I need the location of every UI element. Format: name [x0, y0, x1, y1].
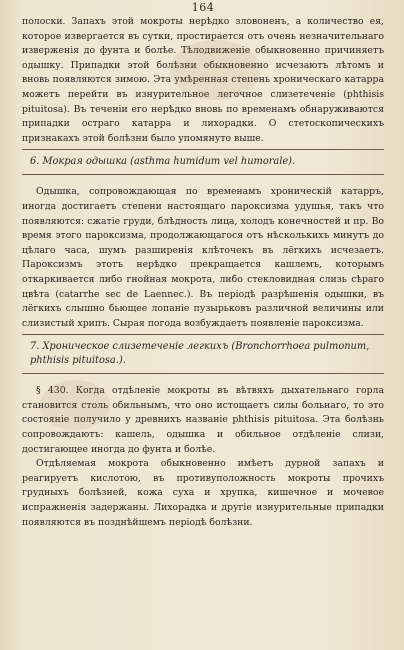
paragraph-final: Отдѣляемая мокрота обыкновенно имѣетъ дурной запахъ и реагируетъ кислотою, въ противуположность мокроты прочихъ грудныхъ болѣзней, кожа суха и хрупка, кишечное и мочевое испражненія задержаны. Лихорадка и другіе изнурительные припадки появляются въ позднѣйшемъ періодѣ болѣзни. [22, 458, 384, 528]
paragraph-430: § 430. Когда отдѣленіе мокроты въ вѣтвяхъ дыхательнаго горла становится столь обильнымъ, что оно истощаетъ силы больнаго, то это состояніе получило у древнихъ названіе phthisis pituitosa. Эта болѣзнь сопровождаютъ: кашель, одышка и обильное отдѣленіе слизи, достигающее иногда до фунта и болѣе. [22, 385, 384, 455]
paper-stain [40, 380, 110, 430]
paper-stain [170, 40, 260, 100]
page-number: 164 [191, 1, 215, 14]
section-heading-7: 7. Хроническое слизетеченіе легкихъ (Bronchorrhoea pulmonum, phthisis pituitosa.). [30, 341, 370, 367]
paragraph-continued: полоски. Запахъ этой мокроты нерѣдко зловоненъ, а количество ея, которое извергается въ сутки, простирается отъ очень незначительнаго изверженія до фунта и болѣе. Тѣлодвиженіе обыкновенно причиняетъ одышку. Припадки этой болѣзни обыкновенно исчезаютъ лѣтомъ и вновь появляются зимою. Эта умѣренная степень хроническаго катарра можетъ перейти въ изнурительное легочное слизетеченіе (phthisis pituitosa). Въ теченіи его нерѣдко вновь по временамъ обнаруживаются припадки остраго катарра и лихорадки. О стетоскопическихъ признакахъ этой болѣзни было упомянуто выше. [22, 16, 384, 144]
section-heading-6: 6. Мокрая одышка (asthma humidum vel humorale). [30, 156, 296, 168]
paragraph-asthma: Одышка, сопровождающая по временамъ хроническій катарръ, иногда достигаетъ степени настоящаго пароксизма удушья, такъ что появляются: сжатіе груди, блѣдность лица, холодъ конечностей и пр. Во время этого пароксизма, продолжающагося отъ нѣсколькихъ минутъ до цѣлаго часа, шумъ разширенія клѣточекъ въ лёгкихъ исчезаетъ. Пароксизмъ этотъ нерѣдко прекращается кашлемъ, которымъ откаркивается либо гнойная мокрота, либо стекловидная слизь сѣраго цвѣта (catarrhe sec de Laennec.). Въ періодѣ разрѣшенія одышки, въ лёгкихъ слышно бьющее лопаніе пузырьковъ различной величины или слизистый хрипъ. Сырая погода возбуждаетъ появленіе пароксизма. [22, 186, 384, 329]
